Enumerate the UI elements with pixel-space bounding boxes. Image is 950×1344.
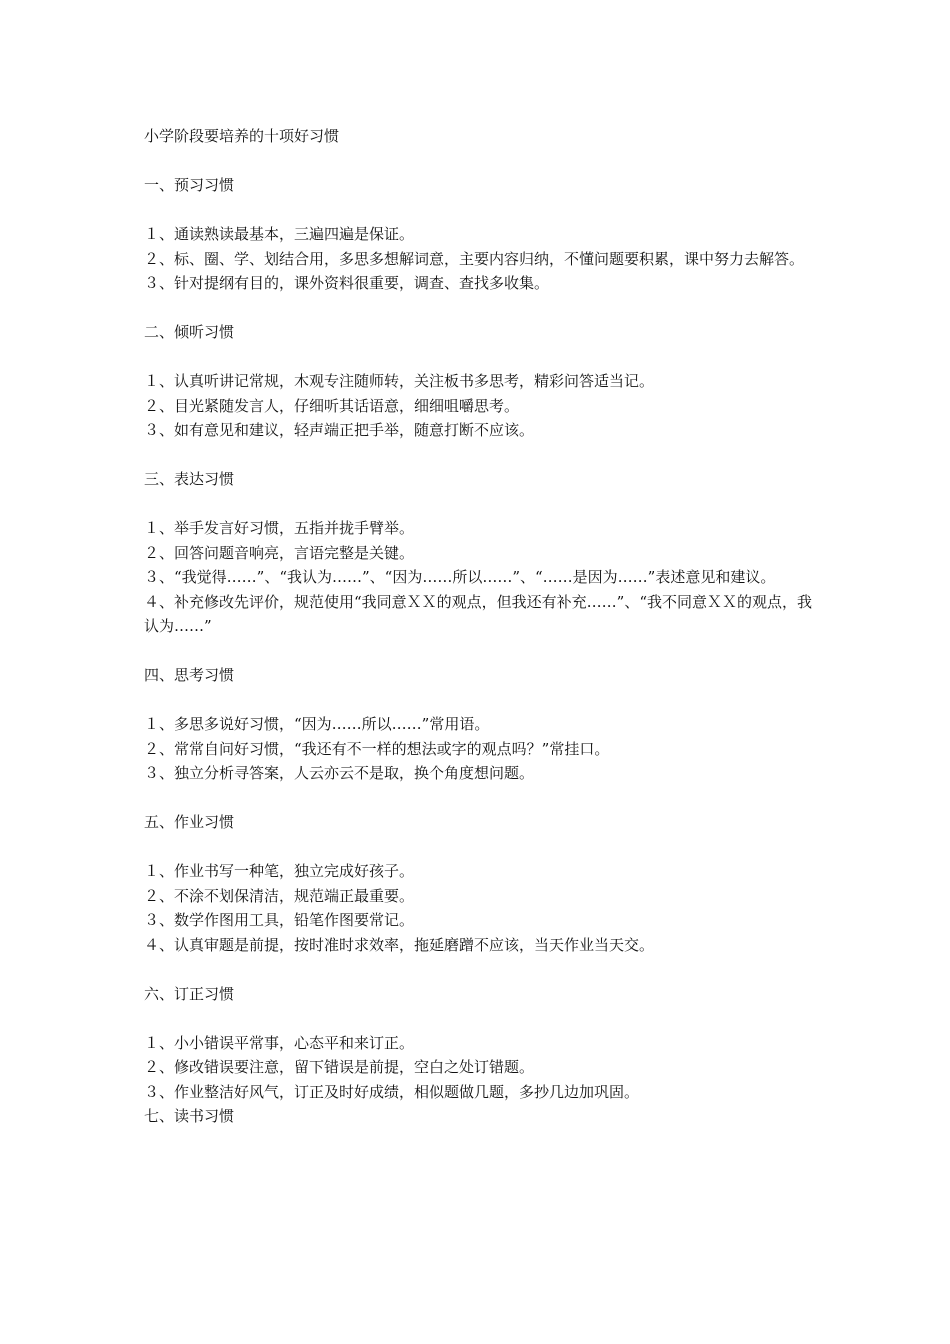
list-item: ２、不涂不划保清洁，规范端正最重要。 [144,886,415,905]
list-item: １、多思多说好习惯，“因为……所以……”常用语。 [144,715,490,733]
list-item: ２、目光紧随发言人，仔细听其话语意，细细咀嚼思考。 [144,396,520,415]
list-item: ３、数学作图用工具，铅笔作图要常记。 [144,911,415,929]
list-item: １、举手发言好习惯，五指并拢手臂举。 [144,519,415,537]
section-heading-homework: 五、作业习惯 [144,813,235,831]
list-item: ２、标、圈、学、划结合用，多思多想解词意，主要内容归纳，不懂问题要积累，课中努力去解答。 [144,249,805,268]
list-item: ４、认真审题是前提，按时准时求效率，拖延磨蹭不应该，当天作业当天交。 [144,935,655,954]
list-item: １、小小错误平常事，心态平和来订正。 [144,1033,415,1052]
section-heading-thinking: 四、思考习惯 [144,666,235,684]
section-heading-preview: 一、预习习惯 [144,176,235,194]
document-page [144,124,814,1129]
list-item: １、作业书写一种笔，独立完成好孩子。 [144,862,415,880]
section-heading-correction: 六、订正习惯 [144,984,235,1003]
list-item: ３、作业整洁好风气，订正及时好成绩，相似题做几题，多抄几边加巩固。 [144,1082,640,1101]
section-heading-expression: 三、表达习惯 [144,470,235,488]
list-item: ２、常常自问好习惯，“我还有不一样的想法或字的观点吗？”常挂口。 [144,739,610,758]
list-item: ２、回答问题音响亮，言语完整是关键。 [144,543,415,562]
list-item: １、通读熟读最基本，三遍四遍是保证。 [144,225,415,243]
list-item: ３、独立分析寻答案，人云亦云不是取，换个角度想问题。 [144,764,535,782]
list-item: ３、针对提纲有目的，课外资料很重要，调查、查找多收集。 [144,274,550,292]
section-heading-listening: 二、倾听习惯 [144,323,235,341]
list-item: ４、补充修改先评价，规范使用“我同意ＸＸ的观点，但我还有补充……”、“我不同意ＸＸ的观点，我认为……” [144,592,813,635]
section-heading-reading: 七、读书习惯 [144,1107,235,1125]
list-item: ３、如有意见和建议，轻声端正把手举，随意打断不应该。 [144,421,535,439]
document-title: 小学阶段要培养的十项好习惯 [144,127,340,145]
list-item: １、认真听讲记常规，木观专注随师转，关注板书多思考，精彩问答适当记。 [144,372,655,390]
list-item: ２、修改错误要注意，留下错误是前提，空白之处订错题。 [144,1058,535,1076]
list-item: ３、“我觉得……”、“我认为……”、“因为……所以……”、“……是因为……”表述意见和建议。 [144,568,776,586]
